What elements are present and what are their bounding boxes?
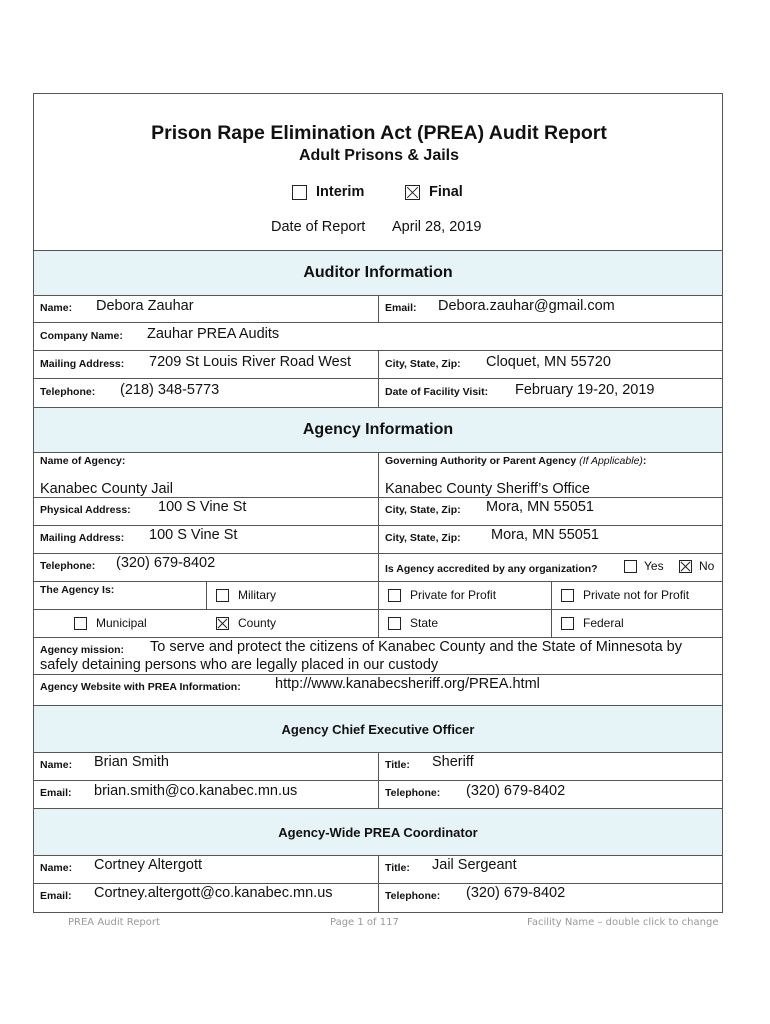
footer-facility-name[interactable]: Facility Name – double click to change — [527, 917, 719, 928]
accredited-no-checkbox[interactable] — [679, 560, 692, 573]
agency-mailing-label: Mailing Address: — [40, 532, 125, 544]
column-divider — [378, 752, 379, 809]
federal-label: Federal — [583, 616, 624, 630]
column-divider — [378, 295, 379, 322]
agency-mission-line1[interactable]: To serve and protect the citizens of Kanabec County and the State of Minnesota by — [150, 639, 682, 655]
auditor-section-header: Auditor Information — [34, 250, 722, 296]
agency-mission-label: Agency mission: — [40, 644, 125, 656]
report-subtitle: Adult Prisons & Jails — [298, 147, 460, 164]
footer-page-number: Page 1 of 117 — [330, 917, 399, 928]
interim-option[interactable] — [292, 184, 364, 200]
private-nonprofit-checkbox[interactable] — [561, 589, 574, 602]
agency-type-military[interactable] — [216, 588, 276, 602]
date-of-report-value[interactable]: April 28, 2019 — [392, 219, 482, 235]
agency-csz-field[interactable]: Mora, MN 55051 — [486, 499, 594, 515]
accredited-label: Is Agency accredited by any organization? — [385, 563, 598, 575]
agency-type-state[interactable] — [388, 616, 438, 630]
agency-type-federal[interactable] — [561, 616, 624, 630]
column-divider — [378, 452, 379, 582]
divider — [34, 322, 722, 323]
date-of-report-label: Date of Report — [271, 219, 366, 235]
coordinator-email-field[interactable]: Cortney.altergott@co.kanabec.mn.us — [94, 885, 333, 901]
ceo-phone-label: Telephone: — [385, 787, 441, 799]
facility-visit-field[interactable]: February 19-20, 2019 — [515, 382, 655, 398]
audit-report-form — [33, 93, 723, 913]
county-checkbox[interactable] — [216, 617, 229, 630]
divider — [34, 674, 722, 675]
agency-name-field[interactable]: Kanabec County Jail — [40, 481, 173, 497]
accredited-no-option[interactable] — [679, 559, 714, 573]
accredited-yes-label: Yes — [644, 559, 664, 573]
state-checkbox[interactable] — [388, 617, 401, 630]
auditor-mailing-label: Mailing Address: — [40, 358, 125, 370]
ceo-section-header: Agency Chief Executive Officer — [34, 705, 722, 753]
governing-authority-label: Governing Authority or Parent Agency (If Applicable): — [385, 455, 647, 467]
divider — [34, 553, 722, 554]
final-label: Final — [429, 184, 463, 200]
private-profit-label: Private for Profit — [410, 588, 497, 602]
coordinator-title-field[interactable]: Jail Sergeant — [432, 857, 517, 873]
final-option[interactable] — [405, 184, 463, 200]
auditor-phone-field[interactable]: (218) 348-5773 — [120, 382, 220, 398]
divider — [34, 637, 722, 638]
agency-section-header: Agency Information — [34, 407, 722, 453]
agency-type-county[interactable] — [216, 616, 276, 630]
physical-address-field[interactable]: 100 S Vine St — [158, 499, 247, 515]
ceo-email-label: Email: — [40, 787, 72, 799]
municipal-checkbox[interactable] — [74, 617, 87, 630]
agency-phone-field[interactable]: (320) 679-8402 — [116, 555, 216, 571]
private-profit-checkbox[interactable] — [388, 589, 401, 602]
coordinator-section-header: Agency-Wide PREA Coordinator — [34, 808, 722, 856]
agency-type-private-profit[interactable] — [388, 588, 496, 602]
agency-mailing-field[interactable]: 100 S Vine St — [149, 527, 238, 543]
agency-csz2-field[interactable]: Mora, MN 55051 — [491, 527, 599, 543]
auditor-email-field[interactable]: Debora.zauhar@gmail.com — [438, 298, 615, 314]
agency-mission-line2[interactable]: safely detaining persons who are legally placed in our custody — [40, 657, 439, 673]
ceo-name-label: Name: — [40, 759, 73, 771]
ceo-phone-field[interactable]: (320) 679-8402 — [466, 783, 566, 799]
ceo-title-field[interactable]: Sheriff — [432, 754, 474, 770]
agency-type-municipal[interactable] — [74, 616, 147, 630]
interim-checkbox[interactable] — [292, 185, 307, 200]
agency-phone-label: Telephone: — [40, 560, 96, 572]
agency-website-label: Agency Website with PREA Information: — [40, 681, 241, 693]
federal-checkbox[interactable] — [561, 617, 574, 630]
coordinator-phone-label: Telephone: — [385, 890, 441, 902]
column-divider — [378, 350, 379, 407]
final-checkbox[interactable] — [405, 185, 420, 200]
column-divider — [378, 855, 379, 913]
agency-is-label: The Agency Is: — [40, 584, 115, 596]
municipal-label: Municipal — [96, 616, 147, 630]
auditor-csz-field[interactable]: Cloquet, MN 55720 — [486, 354, 611, 370]
footer-report-name: PREA Audit Report — [68, 917, 160, 928]
ceo-title-label: Title: — [385, 759, 410, 771]
agency-csz-label: City, State, Zip: — [385, 504, 461, 516]
company-name-label: Company Name: — [40, 330, 123, 342]
agency-website-field[interactable]: http://www.kanabecsheriff.org/PREA.html — [275, 676, 540, 692]
ceo-email-field[interactable]: brian.smith@co.kanabec.mn.us — [94, 783, 298, 799]
agency-name-label: Name of Agency: — [40, 455, 126, 467]
private-nonprofit-label: Private not for Profit — [583, 588, 690, 602]
divider — [34, 497, 722, 498]
auditor-name-label: Name: — [40, 302, 73, 314]
auditor-csz-label: City, State, Zip: — [385, 358, 461, 370]
facility-visit-label: Date of Facility Visit: — [385, 386, 489, 398]
coordinator-phone-field[interactable]: (320) 679-8402 — [466, 885, 566, 901]
physical-address-label: Physical Address: — [40, 504, 131, 516]
coordinator-title-label: Title: — [385, 862, 410, 874]
column-divider — [378, 581, 379, 637]
military-checkbox[interactable] — [216, 589, 229, 602]
coordinator-name-label: Name: — [40, 862, 73, 874]
state-label: State — [410, 616, 439, 630]
military-label: Military — [238, 588, 276, 602]
county-label: County — [238, 616, 277, 630]
accredited-yes-checkbox[interactable] — [624, 560, 637, 573]
column-divider — [206, 581, 207, 609]
report-title: Prison Rape Elimination Act (PREA) Audit Report — [151, 122, 607, 144]
auditor-name-field[interactable]: Debora Zauhar — [96, 298, 194, 314]
divider — [34, 525, 722, 526]
ceo-name-field[interactable]: Brian Smith — [94, 754, 169, 770]
auditor-mailing-field[interactable]: 7209 St Louis River Road West — [149, 354, 352, 370]
agency-csz2-label: City, State, Zip: — [385, 532, 461, 544]
coordinator-email-label: Email: — [40, 890, 72, 902]
coordinator-name-field[interactable]: Cortney Altergott — [94, 857, 202, 873]
auditor-email-label: Email: — [385, 302, 417, 314]
interim-label: Interim — [316, 184, 365, 200]
company-name-field[interactable]: Zauhar PREA Audits — [147, 326, 280, 342]
accredited-yes-option[interactable] — [624, 559, 664, 573]
accredited-no-label: No — [699, 559, 715, 573]
auditor-phone-label: Telephone: — [40, 386, 96, 398]
governing-authority-field[interactable]: Kanabec County Sheriff’s Office — [385, 481, 590, 497]
column-divider — [551, 581, 552, 637]
agency-type-private-nonprofit[interactable] — [561, 588, 689, 602]
